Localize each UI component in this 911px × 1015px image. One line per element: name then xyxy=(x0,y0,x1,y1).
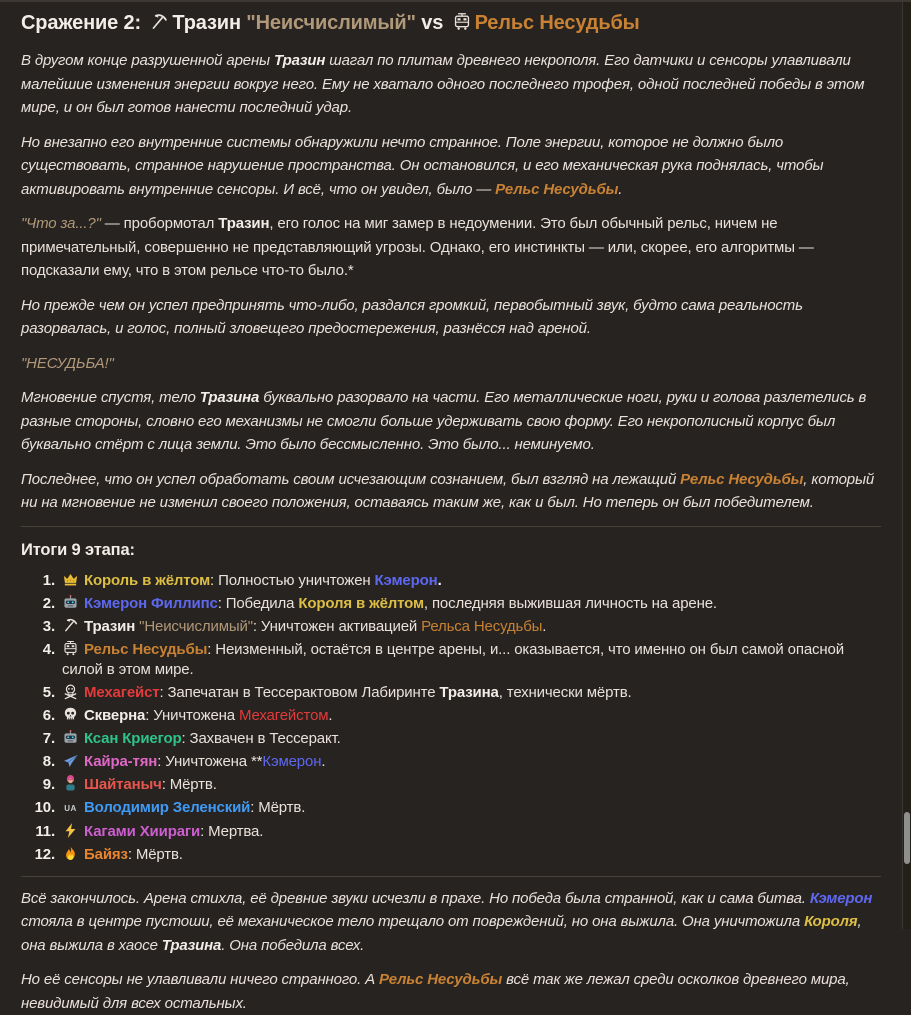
text-run: стояла в центре пустоши, её механическое тело трещало от повреждений, но она выжила. Она уничтожила xyxy=(21,913,805,930)
text-run: "НЕСУДЬБА!" xyxy=(21,354,114,372)
text-run: Сражение 2: xyxy=(21,12,147,34)
train-icon xyxy=(62,640,79,657)
item-number: 10. xyxy=(34,799,55,816)
item-number: 5. xyxy=(42,684,55,701)
text-run: . xyxy=(542,617,547,635)
result-item xyxy=(29,706,881,727)
fire-icon xyxy=(62,845,79,862)
text-run: "Неисчислимый" xyxy=(139,617,253,635)
text-run: : Мёртв. xyxy=(161,776,217,793)
text-run: Кэмерон Филлипс xyxy=(84,594,218,612)
story-paragraph xyxy=(21,386,881,457)
result-item xyxy=(29,822,881,843)
text-run: Кайра-тян xyxy=(84,753,158,770)
story-paragraph xyxy=(21,131,881,202)
text-run: : Мертва. xyxy=(200,823,264,840)
text-run: Володимир Зеленский xyxy=(84,799,251,816)
crown-icon xyxy=(62,571,79,588)
text-run: : Неизменный, остаётся в центре арены, и... оказывается, что именно он был самой опасной силой в этом мире. xyxy=(62,640,844,678)
result-item xyxy=(29,683,881,704)
text-run: Кэмерон xyxy=(262,753,322,770)
text-run: Рельс Несудьбы xyxy=(495,180,619,198)
result-item xyxy=(29,845,881,866)
text-run: Но её сенсоры не улавливали ничего странного. А xyxy=(21,971,380,988)
text-run: Всё закончилось. Арена стихла, её древние звуки исчезли в прахе. Но победа была странной, как и сама битва. xyxy=(21,889,810,907)
story-paragraph xyxy=(21,887,881,958)
text-run: "Что за...?" xyxy=(21,215,101,232)
text-run: Рельс Несудьбы xyxy=(84,640,208,658)
text-run: Но прежде чем он успел предпринять что-либо, раздался громкий, первобытный звук, будто сама реальность разорвалась, и голос, полный зловещего предостережения, разнёсся над ареной. xyxy=(21,296,803,337)
text-run: В другом конце разрушенной арены xyxy=(21,52,274,69)
text-run: Тразина xyxy=(161,936,222,954)
item-number: 12. xyxy=(34,846,55,863)
train-icon xyxy=(452,12,472,32)
robot-icon xyxy=(62,594,79,611)
story-paragraph xyxy=(21,468,881,515)
airplane-icon xyxy=(62,752,79,769)
text-run: : Уничтожена ** xyxy=(157,753,263,770)
text-run: . xyxy=(437,571,442,589)
story-paragraph xyxy=(21,294,881,341)
text-run: всё так же лежал среди осколков древнего мира, невидимый для всех остальных. xyxy=(21,971,850,1012)
item-number: 11. xyxy=(35,823,55,840)
text-run: Кагами Хиираги xyxy=(84,823,201,840)
result-item xyxy=(29,571,881,592)
text-run: Кэмерон xyxy=(809,889,873,907)
pickaxe-icon xyxy=(62,617,79,634)
item-number: 2. xyxy=(42,594,55,612)
result-item xyxy=(29,617,881,638)
story-paragraph xyxy=(21,212,881,283)
text-run: Шайтаныч xyxy=(84,776,162,793)
text-run: : Запечатан в Тессерактовом Лабиринте xyxy=(159,684,440,701)
item-number: 1. xyxy=(42,571,55,589)
ua-flag-icon: UA xyxy=(64,804,77,813)
text-run: : Уничтожена xyxy=(145,707,239,724)
text-run: Мехагейст xyxy=(84,684,160,701)
scrollbar-thumb[interactable] xyxy=(904,812,910,864)
item-number: 4. xyxy=(42,640,55,658)
battle-report-content xyxy=(21,49,881,1015)
text-run: Рельс Несудьбы xyxy=(680,470,804,488)
text-run: Мгновение спустя, тело xyxy=(21,389,200,406)
text-run: Скверна xyxy=(84,707,146,724)
item-number: 7. xyxy=(42,730,55,747)
text-run: . xyxy=(618,180,623,198)
text-run: Рельс Несудьбы xyxy=(379,971,503,988)
scrollbar[interactable] xyxy=(902,2,911,929)
text-run: : Полностью уничтожен xyxy=(210,571,375,589)
text-run: Мехагейстом xyxy=(239,707,329,724)
story-paragraph xyxy=(21,968,881,1015)
text-run: . xyxy=(328,707,333,724)
text-run: : Мёртв. xyxy=(127,846,183,863)
text-run: Тразина xyxy=(199,389,260,406)
text-run: . xyxy=(321,753,326,770)
result-item xyxy=(29,729,881,750)
result-item xyxy=(29,594,881,615)
text-run: , который ни на мгновение не изменил своего положения, оставаясь таким же, как и был. Но теперь он был победителем. xyxy=(21,470,875,511)
text-run: Король в жёлтом xyxy=(84,571,211,589)
text-run: Рельса Несудьбы xyxy=(421,617,543,635)
result-item xyxy=(29,775,881,796)
person-icon xyxy=(62,775,79,792)
story-paragraph xyxy=(21,352,881,376)
text-run: Короля xyxy=(804,913,858,930)
pickaxe-icon xyxy=(149,12,169,32)
item-number: 6. xyxy=(42,707,55,724)
text-run: — пробормотал xyxy=(100,215,219,232)
text-run: , она выжила в хаосе xyxy=(21,913,862,954)
text-run: Ксан Криегор xyxy=(84,730,182,747)
text-run: Тразин xyxy=(84,617,136,635)
text-run: , технически мёртв. xyxy=(498,684,632,701)
text-run: : Уничтожен активацией xyxy=(252,617,422,635)
skull-icon xyxy=(62,706,79,723)
text-run: : Захвачен в Тессеракт. xyxy=(181,730,341,747)
result-item xyxy=(29,752,881,773)
text-run: vs xyxy=(415,12,449,34)
text-run: "Неисчислимый" xyxy=(246,12,416,34)
text-run: Последнее, что он успел обработать своим исчезающим сознанием, был взгляд на лежащий xyxy=(21,470,681,488)
text-run: Тразин xyxy=(172,12,247,34)
item-number: 9. xyxy=(42,776,55,793)
item-number: 8. xyxy=(42,753,55,770)
story-paragraph xyxy=(21,49,881,120)
text-run: : Мёртв. xyxy=(250,799,306,816)
text-run: Тразина xyxy=(439,684,499,701)
text-run: Тразин xyxy=(218,215,270,232)
item-number: 3. xyxy=(42,617,55,635)
text-run: Рельс Несудьбы xyxy=(474,12,640,34)
text-run: : Победила xyxy=(217,594,299,612)
text-run: . Она победила всех. xyxy=(221,936,365,954)
divider xyxy=(21,876,881,877)
results-heading: Итоги 9 этапа: xyxy=(21,540,135,559)
skull-crossbones-icon xyxy=(62,683,79,700)
text-run: шагал по плитам древнего некрополя. Его датчики и сенсоры улавливали малейшие изменения энергии вокруг него. Ему не хватало одного последнего трофея, одной последней победы в этом мире, и он был готов нанести последний удар. xyxy=(21,52,865,116)
divider xyxy=(21,526,881,527)
result-item xyxy=(29,798,881,820)
results-list xyxy=(29,571,881,866)
robot-icon xyxy=(62,729,79,746)
text-run: Тразин xyxy=(273,52,326,69)
text-run: , последняя выжившая личность на арене. xyxy=(423,594,717,612)
battle-title xyxy=(21,10,881,36)
text-run: , его голос на миг замер в недоумении. Это был обычный рельс, ничем не примечательный, совершенно не представляющий угрозы. Однако, его инстинкты — или, скорее, его алгоритмы — подсказали ему, что в этом рельсе что-то было.* xyxy=(21,215,814,279)
lightning-icon xyxy=(62,822,79,839)
text-run: буквально разорвало на части. Его металлические ноги, руки и голова разлетелись в разные стороны, словно его механизмы не смогли больше удерживать свою форму. Его некрополисный корпус был буквально стёрт с лица земли. Это было бессмысленно. Это было... неминуемо. xyxy=(21,389,867,453)
result-item xyxy=(29,640,881,681)
text-run: Короля в жёлтом xyxy=(298,594,424,612)
text-run: Байяз xyxy=(84,846,128,863)
text-run: Кэмерон xyxy=(374,571,438,589)
text-run: Но внезапно его внутренние системы обнаружили нечто странное. Поле энергии, которое не должно было существовать, странное нарушение пространства. Он остановился, и его механическая рука поднялась, чтобы активировать внутренние сенсоры. И всё, что он увидел, было — xyxy=(21,133,824,198)
